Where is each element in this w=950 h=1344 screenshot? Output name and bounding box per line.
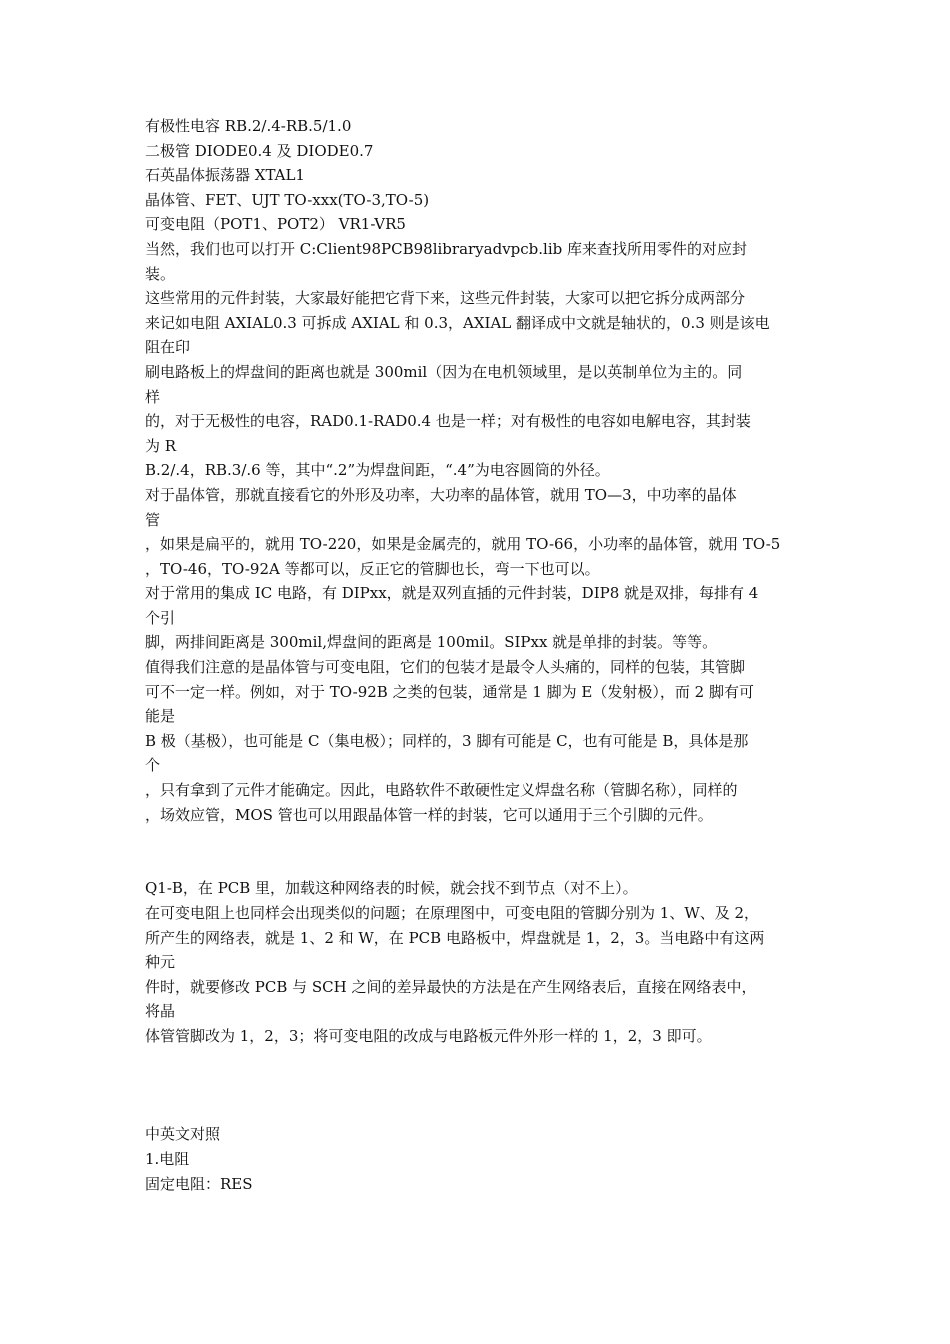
blank-line (145, 1073, 809, 1098)
text-line: 值得我们注意的是晶体管与可变电阻，它们的包装才是最令人头痛的，同样的包装，其管脚 (145, 658, 746, 677)
text-line: 对于常用的集成 IC 电路，有 DIPxx，就是双列直插的元件封装，DIP8 就是双排，每排有 4 (145, 584, 759, 603)
text-line: 能是 (145, 707, 176, 726)
text-line: 的，对于无极性的电容，RAD0.1-RAD0.4 也是一样；对有极性的电容如电解电容，其封装 (145, 412, 751, 431)
text-line: ，TO-46，TO-92A 等都可以，反正它的管脚也长，弯一下也可以。 (145, 559, 600, 578)
text-line: 来记如电阻 AXIAL0.3 可拆成 AXIAL 和 0.3，AXIAL 翻译成中文就是轴状的，0.3 则是该电 (145, 313, 770, 332)
text-line: 有极性电容 RB.2/.4-RB.5/1.0 (145, 117, 352, 135)
text-line: B 极（基极），也可能是 C（集电极）；同样的，3 脚有可能是 C，也有可能是 B，具体是那 (145, 731, 749, 750)
text-line: 将晶 (145, 1002, 176, 1021)
text-line: 种元 (145, 953, 176, 972)
text-line: ，只有拿到了元件才能确定。因此，电路软件不敢硬性定义焊盘名称（管脚名称），同样的 (145, 781, 738, 800)
text-line: 可变电阻（POT1、POT2） VR1-VR5 (145, 215, 406, 234)
text-line: 装。 (145, 264, 176, 283)
text-line: ，场效应管，MOS 管也可以用跟晶体管一样的封装，它可以通用于三个引脚的元件。 (145, 805, 713, 824)
text-line: 为 R (145, 436, 177, 455)
text-line: 对于晶体管，那就直接看它的外形及功率，大功率的晶体管，就用 TO—3，中功率的晶体 (145, 485, 737, 504)
text-line: 个引 (145, 608, 176, 627)
text-line: 阻在印 (145, 338, 191, 357)
document-body (145, 114, 809, 1196)
text-line: 在可变电阻上也同样会出现类似的问题；在原理图中，可变电阻的管脚分别为 1、W、及 2， (145, 904, 760, 922)
text-line: 晶体管、FET、UJT TO-xxx(TO-3,TO-5) (145, 190, 430, 209)
text-line: 个 (145, 756, 161, 775)
text-line: 可不一定一样。例如，对于 TO-92B 之类的包装，通常是 1 脚为 E（发射极），而 2 脚有可 (145, 682, 754, 701)
blank-line (145, 852, 809, 877)
text-line: ，如果是扁平的，就用 TO-220，如果是金属壳的，就用 TO-66，小功率的晶体管，就用 TO-5 (145, 535, 781, 554)
blank-line (145, 1049, 809, 1074)
text-line: 二极管 DIODE0.4 及 DIODE0.7 (145, 141, 374, 160)
text-line: 刷电路板上的焊盘间的距离也就是 300mil（因为在电机领域里，是以英制单位为主的。同 (145, 362, 743, 381)
text-line: 中英文对照 (145, 1125, 221, 1144)
text-line: Q1-B，在 PCB 里，加载这种网络表的时候，就会找不到节点（对不上）。 (145, 879, 638, 898)
blank-line (145, 827, 809, 852)
text-line: 体管管脚改为 1，2，3；将可变电阻的改成与电路板元件外形一样的 1，2，3 即可。 (145, 1026, 712, 1045)
text-line: 这些常用的元件封装，大家最好能把它背下来，这些元件封装，大家可以把它拆分成两部分 (145, 289, 746, 308)
text-line: 石英晶体振荡器 XTAL1 (145, 166, 305, 185)
text-line: 所产生的网络表，就是 1、2 和 W，在 PCB 电路板中，焊盘就是 1，2，3。当电路中有这两 (145, 928, 765, 947)
text-line: 1.电阻 (145, 1149, 190, 1168)
text-line: 管 (145, 510, 161, 529)
blank-line (145, 1098, 809, 1123)
text-line: 固定电阻：RES (145, 1174, 253, 1193)
text-line: 脚，两排间距离是 300mil,焊盘间的距离是 100mil。SIPxx 就是单排的封装。等等。 (145, 633, 718, 652)
text-line: 件时，就要修改 PCB 与 SCH 之间的差异最快的方法是在产生网络表后，直接在网络表中， (145, 977, 757, 996)
text-line: B.2/.4，RB.3/.6 等，其中“.2”为焊盘间距，“.4”为电容圆筒的外径。 (145, 461, 610, 480)
text-line: 样 (145, 387, 161, 406)
text-line: 当然，我们也可以打开 C:Client98PCB98libraryadvpcb.lib 库来查找所用零件的对应封 (145, 239, 748, 258)
